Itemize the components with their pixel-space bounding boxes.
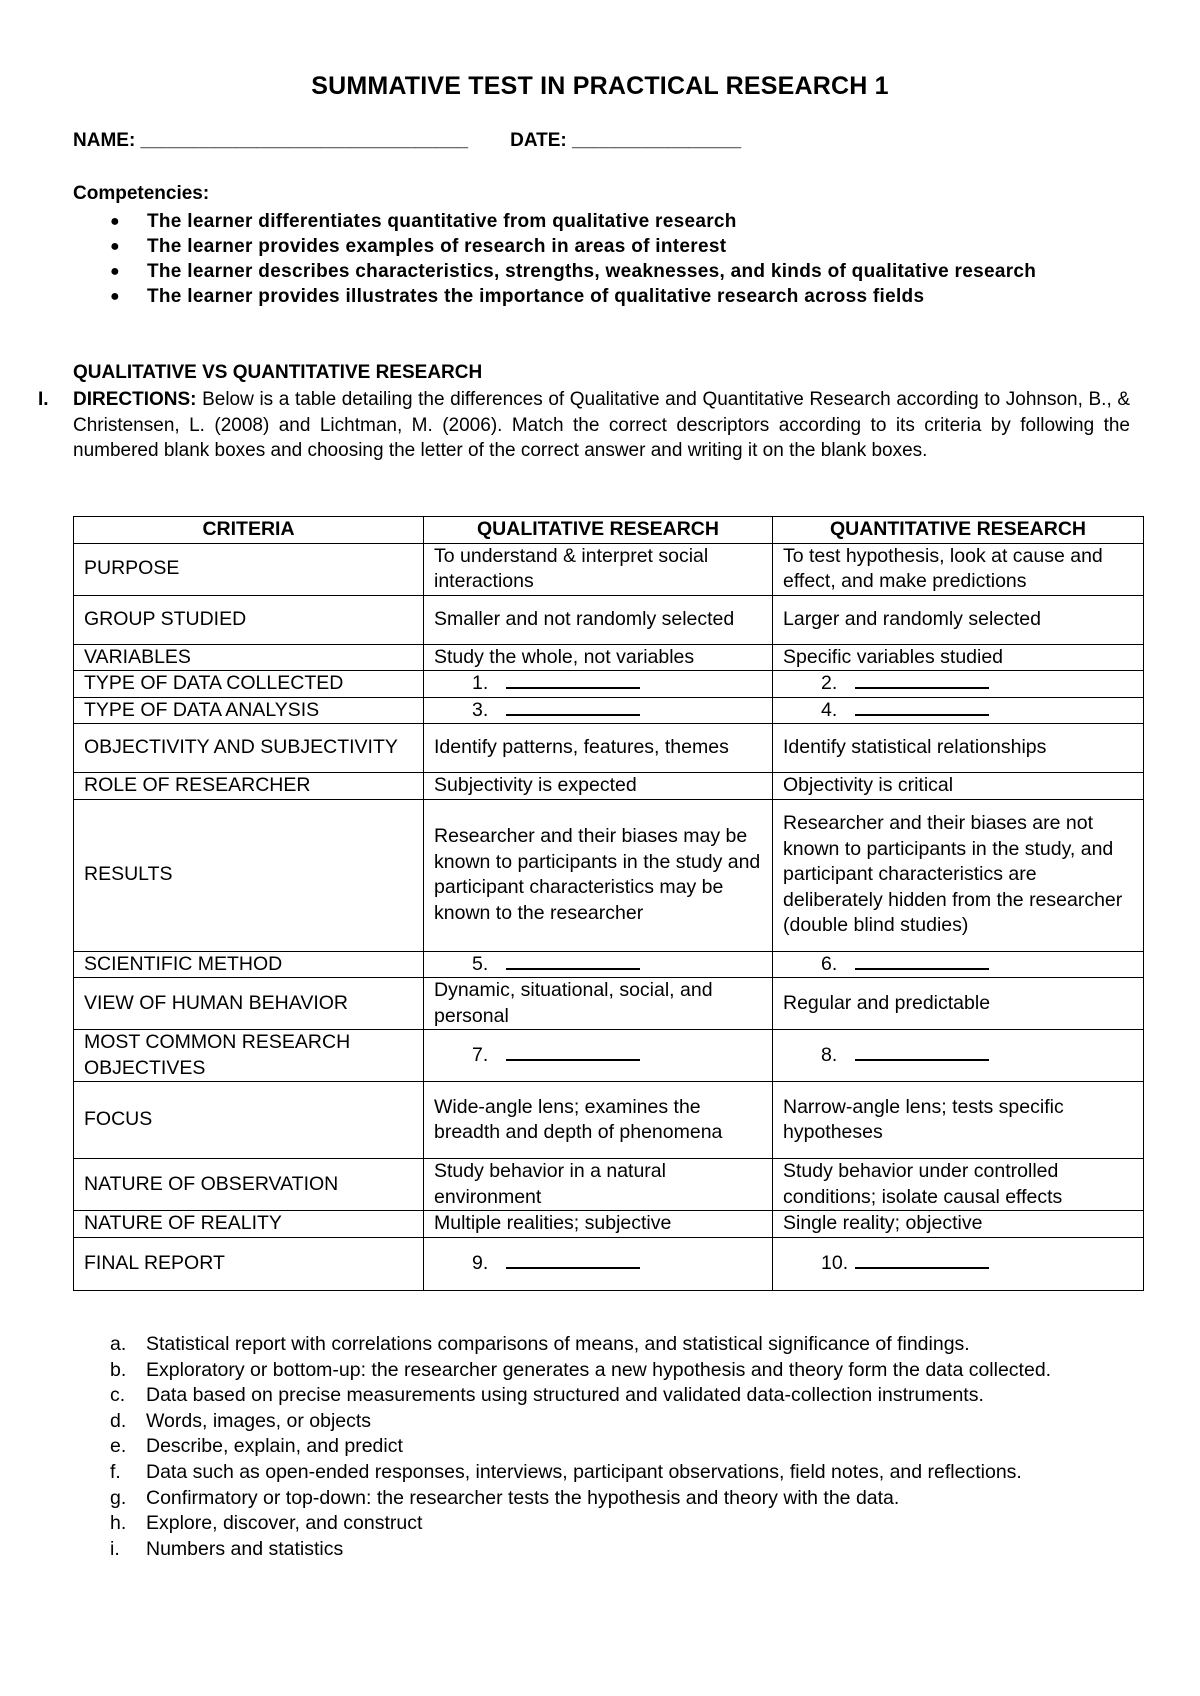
qualitative-cell: Wide-angle lens; examines the breadth and depth of phenomena xyxy=(424,1082,773,1159)
criteria-cell: VARIABLES xyxy=(74,644,424,671)
quantitative-cell: Single reality; objective xyxy=(773,1211,1144,1238)
table-row xyxy=(74,543,1144,595)
qualitative-cell: Researcher and their biases may be known to participants in the study and participant characteristics may be known to the researcher xyxy=(424,799,773,951)
qualitative-cell: To understand & interpret social interactions xyxy=(424,543,773,595)
competency-item: ● The learner describes characteristics, strengths, weaknesses, and kinds of qualitative research xyxy=(110,261,1037,282)
option-item: b. Exploratory or bottom-up: the researcher generates a new hypothesis and theory form the data collected. xyxy=(110,1358,1052,1381)
option-item: e. Describe, explain, and predict xyxy=(110,1435,403,1458)
quantitative-cell: Identify statistical relationships xyxy=(773,724,1144,773)
competencies-heading: Competencies: xyxy=(73,183,210,204)
table-row xyxy=(74,951,1144,978)
qualitative-cell: Dynamic, situational, social, and personal xyxy=(424,978,773,1030)
answer-options xyxy=(110,1332,1136,1562)
competency-item: ● The learner differentiates quantitative from qualitative research xyxy=(110,211,737,232)
directions-label: DIRECTIONS: xyxy=(73,389,197,410)
qualitative-cell: Study the whole, not variables xyxy=(424,644,773,671)
table-row xyxy=(74,1211,1144,1238)
option-item: i. Numbers and statistics xyxy=(110,1537,344,1560)
option-item: g. Confirmatory or top-down: the researcher tests the hypothesis and theory with the data. xyxy=(110,1486,900,1509)
criteria-cell: VIEW OF HUMAN BEHAVIOR xyxy=(74,978,424,1030)
table-row xyxy=(74,1159,1144,1211)
qualitative-cell: Smaller and not randomly selected xyxy=(424,595,773,644)
directions xyxy=(38,387,1130,464)
answer-blank-3[interactable]: 3. xyxy=(424,697,773,724)
table-row xyxy=(74,1030,1144,1082)
header-criteria: CRITERIA xyxy=(74,517,424,544)
answer-blank-4[interactable]: 4. xyxy=(773,697,1144,724)
answer-blank-5[interactable]: 5. xyxy=(424,951,773,978)
section-heading: QUALITATIVE VS QUANTITATIVE RESEARCH xyxy=(73,362,483,383)
option-item: h. Explore, discover, and construct xyxy=(110,1512,423,1535)
table-row xyxy=(74,799,1144,951)
qualitative-cell: Identify patterns, features, themes xyxy=(424,724,773,773)
name-date-line xyxy=(73,130,741,152)
qualitative-cell: Subjectivity is expected xyxy=(424,773,773,800)
table-row xyxy=(74,773,1144,800)
date-field[interactable]: DATE: ________________ xyxy=(510,130,742,151)
quantitative-cell: To test hypothesis, look at cause and effect, and make predictions xyxy=(773,543,1144,595)
header-qualitative: QUALITATIVE RESEARCH xyxy=(424,517,773,544)
quantitative-cell: Researcher and their biases are not known to participants in the study, and participant characteristics are deliberately hidden from the researcher (double blind studies) xyxy=(773,799,1144,951)
table-row xyxy=(74,595,1144,644)
quantitative-cell: Objectivity is critical xyxy=(773,773,1144,800)
criteria-cell: NATURE OF OBSERVATION xyxy=(74,1159,424,1211)
bullet-icon: ● xyxy=(110,288,120,305)
criteria-cell: GROUP STUDIED xyxy=(74,595,424,644)
comparison-table xyxy=(73,516,1144,1291)
option-item: f. Data such as open-ended responses, interviews, participant observations, field notes, and reflections. xyxy=(110,1460,1022,1483)
answer-blank-10[interactable]: 10. xyxy=(773,1237,1144,1290)
criteria-cell: PURPOSE xyxy=(74,543,424,595)
qualitative-cell: Multiple realities; subjective xyxy=(424,1211,773,1238)
competency-item: ● The learner provides examples of research in areas of interest xyxy=(110,236,727,257)
name-field[interactable]: NAME: _______________________________ xyxy=(73,130,469,151)
section-number: I. xyxy=(38,389,49,410)
answer-blank-1[interactable]: 1. xyxy=(424,671,773,698)
table-row xyxy=(74,1082,1144,1159)
quantitative-cell: Narrow-angle lens; tests specific hypotheses xyxy=(773,1082,1144,1159)
header-quantitative: QUANTITATIVE RESEARCH xyxy=(773,517,1144,544)
quantitative-cell: Larger and randomly selected xyxy=(773,595,1144,644)
table-header-row xyxy=(74,517,1144,544)
answer-blank-8[interactable]: 8. xyxy=(773,1030,1144,1082)
table-row xyxy=(74,724,1144,773)
criteria-cell: SCIENTIFIC METHOD xyxy=(74,951,424,978)
page-title: SUMMATIVE TEST IN PRACTICAL RESEARCH 1 xyxy=(311,72,889,100)
bullet-icon: ● xyxy=(110,238,120,255)
answer-blank-9[interactable]: 9. xyxy=(424,1237,773,1290)
bullet-icon: ● xyxy=(110,263,120,280)
competencies-list xyxy=(73,209,1083,309)
answer-blank-7[interactable]: 7. xyxy=(424,1030,773,1082)
bullet-icon: ● xyxy=(110,213,120,230)
criteria-cell: NATURE OF REALITY xyxy=(74,1211,424,1238)
quantitative-cell: Study behavior under controlled conditions; isolate causal effects xyxy=(773,1159,1144,1211)
criteria-cell: FOCUS xyxy=(74,1082,424,1159)
table-row xyxy=(74,644,1144,671)
criteria-cell: OBJECTIVITY AND SUBJECTIVITY xyxy=(74,724,424,773)
criteria-cell: MOST COMMON RESEARCH OBJECTIVES xyxy=(74,1030,424,1082)
competency-item: ● The learner provides illustrates the importance of qualitative research across fields xyxy=(110,286,925,307)
option-item: c. Data based on precise measurements using structured and validated data-collection instruments. xyxy=(110,1384,984,1407)
criteria-cell: RESULTS xyxy=(74,799,424,951)
criteria-cell: FINAL REPORT xyxy=(74,1237,424,1290)
criteria-cell: TYPE OF DATA COLLECTED xyxy=(74,671,424,698)
criteria-cell: ROLE OF RESEARCHER xyxy=(74,773,424,800)
option-item: a. Statistical report with correlations comparisons of means, and statistical significance of findings. xyxy=(110,1333,970,1355)
quantitative-cell: Regular and predictable xyxy=(773,978,1144,1030)
criteria-cell: TYPE OF DATA ANALYSIS xyxy=(74,697,424,724)
table-row xyxy=(74,978,1144,1030)
option-item: d. Words, images, or objects xyxy=(110,1409,372,1432)
quantitative-cell: Specific variables studied xyxy=(773,644,1144,671)
table-row xyxy=(74,697,1144,724)
answer-blank-6[interactable]: 6. xyxy=(773,951,1144,978)
directions-text: Below is a table detailing the differences of Qualitative and Quantitative Research according to Johnson, B., & Christensen, L. (2008) and Lichtman, M. (2006). Match the correct descriptors according to its criteria by following the numbered blank boxes and choosing the letter of the correct answer and writing it on the blank boxes. xyxy=(73,389,1130,461)
table-row xyxy=(74,1237,1144,1290)
table-row xyxy=(74,671,1144,698)
answer-blank-2[interactable]: 2. xyxy=(773,671,1144,698)
qualitative-cell: Study behavior in a natural environment xyxy=(424,1159,773,1211)
